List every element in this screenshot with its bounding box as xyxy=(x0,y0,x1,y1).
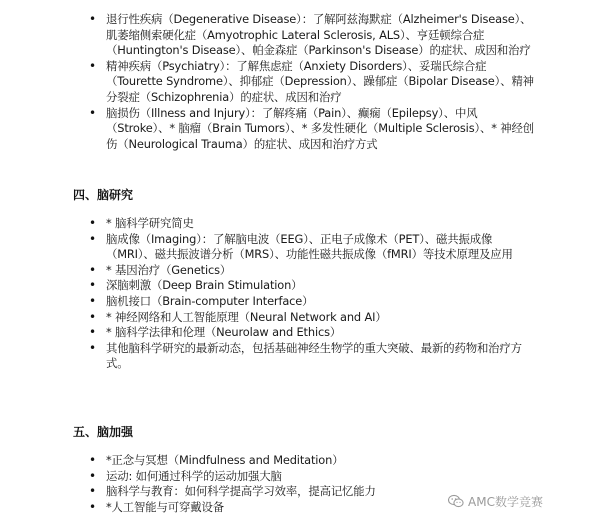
list-item-education: • 脑科学与教育：如何科学提高学习效率，提高记忆能力 xyxy=(0,484,603,500)
list-item-illness-injury: • 脑损伤（Illness and Injury）：了解疼痛（Pain）、癫痫（Epilepsy）、中风（Stroke）、* 脑瘤（Brain Tumors）、* 多发性硬化（Multiple Sclerosis）、* 神经创伤（Neurological Trauma）的症状、成因和治疗方式 xyxy=(0,106,603,153)
list-item-neurolaw-ethics: • * 脑科学法律和伦理（Neurolaw and Ethics） xyxy=(0,325,603,341)
list-item-history: • * 脑科学研究简史 xyxy=(0,216,603,232)
list-item-degenerative-disease: • 退行性疾病（Degenerative Disease）：了解阿兹海默症（Alzheimer's Disease）、肌萎缩侧索硬化症（Amyotrophic Lateral Sclerosis, ALS）、亨廷顿综合症（Huntington's Disease）、帕金森症（Parkinson's Disease）的症状、成因和治疗 xyxy=(0,12,603,59)
list-item-imaging: • 脑成像（Imaging）：了解脑电波（EEG）、正电子成像术（PET）、磁共振成像（MRI）、磁共振波谱分析（MRS）、功能性磁共振成像（fMRI）等技术原理及应用 xyxy=(0,232,603,263)
list-item-deep-brain-stimulation: • 深脑刺激（Deep Brain Stimulation） xyxy=(0,278,603,294)
list-item-psychiatry: • 精神疾病（Psychiatry）：了解焦虑症（Anxiety Disorders）、妥瑞氏综合症（Tourette Syndrome）、抑郁症（Depression）、躁郁症（Bipolar Disease）、精神分裂症（Schizophrenia）的症状、成因和治疗 xyxy=(0,59,603,106)
section5-list xyxy=(0,453,603,515)
list-item-exercise: • 运动: 如何通过科学的运动加强大脑 xyxy=(0,469,603,485)
section3-list xyxy=(0,12,603,152)
list-item-brain-computer-interface: • 脑机接口（Brain-computer Interface） xyxy=(0,294,603,310)
section5-heading: 五、脑加强 xyxy=(73,425,134,439)
watermark-text: AMC数学竞赛 xyxy=(468,494,543,509)
section4-list xyxy=(0,216,603,372)
list-item-genetics: • * 基因治疗（Genetics） xyxy=(0,263,603,279)
list-item-mindfulness: • *正念与冥想（Mindfulness and Meditation） xyxy=(0,453,603,469)
list-item-latest-research: • 其他脑科学研究的最新动态，包括基础神经生物学的重大突破、最新的药物和治疗方式。 xyxy=(0,341,603,372)
section4-heading: 四、脑研究 xyxy=(73,188,134,202)
list-item-neural-network-ai: • * 神经网络和人工智能原理（Neural Network and AI） xyxy=(0,310,603,326)
list-item-ai-wearables: • *人工智能与可穿戴设备 xyxy=(0,500,603,516)
